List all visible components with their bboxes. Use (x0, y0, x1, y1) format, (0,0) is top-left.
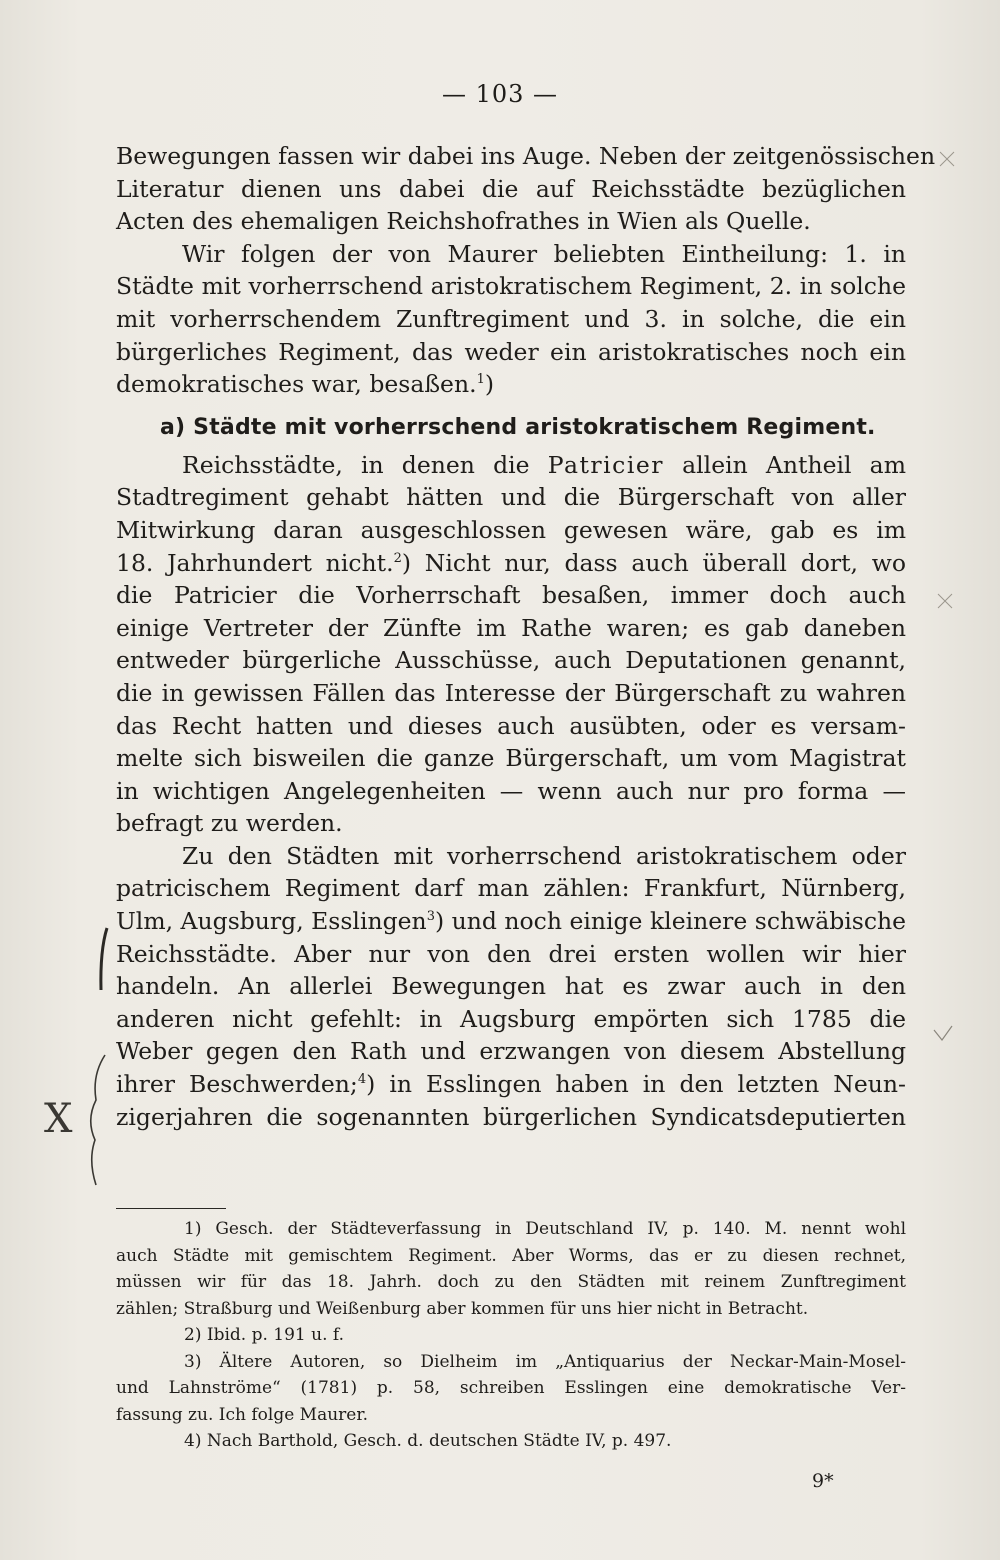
text-segment: Reichsstädte, in denen die (182, 450, 530, 479)
footnote-line: auch Städte mit gemischtem Regiment. Aber Worms, das er zu diesen rechnet, (116, 1245, 906, 1266)
footnote-line: zählen; Straßburg und Weißenburg aber kommen für uns hier nicht in Betracht. (116, 1298, 809, 1319)
text-segment: in Esslingen haben in den letzten Neun- (375, 1070, 906, 1099)
section-heading: a) Städte mit vorherrschend aristokratischem Regiment. (160, 414, 876, 440)
footnote-line: fassung zu. Ich folge Maurer. (116, 1404, 369, 1425)
text-line: Reichsstädte. Aber nur von den drei ersten wollen wir hier (116, 939, 906, 968)
footnote-ref-close: ) (401, 548, 412, 577)
margin-bracket-stroke (91, 1055, 105, 1185)
footnote-text: Nach Barthold, Gesch. d. deutschen Städte IV, p. 497. (206, 1431, 672, 1451)
footnote-line: müssen wir für das 18. Jahrh. doch zu den Städten mit reinem Zunftregiment (116, 1272, 906, 1292)
text-segment: und noch einige kleinere schwäbische (444, 907, 907, 936)
footnote-text: Gesch. der Städteverfassung in Deutschland IV, p. 140. M. nennt wohl (215, 1219, 907, 1239)
text-line: melte sich bisweilen die ganze Bürgerschaft, um vom Magistrat (116, 744, 906, 773)
text-line: Mitwirkung daran ausgeschlossen gewesen wäre, gab es im (116, 515, 906, 544)
text-segment: demokratisches war, besaßen. (116, 370, 477, 399)
text-line: in wichtigen Angelegenheiten — wenn auch nur pro forma — (116, 776, 906, 805)
footnote-text: Ältere Autoren, so Dielheim im „Antiquarius der Neckar-Main-Mosel- (219, 1351, 907, 1372)
text-line: Städte mit vorherrschend aristokratischem Regiment, 2. in solche (116, 272, 906, 301)
footnote-ref-number: 1 (476, 372, 485, 388)
text-line: das Recht hatten und dieses auch ausübten, oder es versam- (116, 711, 906, 740)
pencil-tick-mark (940, 152, 954, 166)
footnote-ref-number: 2 (393, 550, 402, 566)
text-segment: Nicht nur, dass auch überall dort, wo (411, 548, 906, 577)
text-line: Stadtregiment gehabt hätten und die Bürgerschaft von aller (116, 483, 906, 512)
text-line: die Patricier die Vorherrschaft besaßen, immer doch auch (116, 581, 906, 610)
text-line: patricischem Regiment darf man zählen: Frankfurt, Nürnberg, (116, 874, 906, 903)
footnote-line: und Lahnströme“ (1781) p. 58, schreiben Esslingen eine demokratische Ver- (116, 1378, 906, 1398)
text-line: zigerjahren die sogenannten bürgerlichen Syndicatsdeputierten (116, 1102, 906, 1131)
text-line: befragt zu werden. (116, 809, 343, 838)
text-line: handeln. An allerlei Bewegungen hat es zwar auch in den (116, 972, 906, 1001)
text-segment: allein Antheil am (682, 450, 906, 479)
text-line: Acten des ehemaligen Reichshofrathes in Wien als Quelle. (116, 207, 811, 236)
footnote-ref-close: ) (366, 1070, 376, 1099)
text-segment: 18. Jahrhundert nicht. (116, 548, 394, 577)
spaced-word: Patricier (547, 450, 664, 479)
text-line: einige Vertreter der Zünfte im Rathe waren; es gab daneben (116, 613, 906, 642)
text-segment: Ulm, Augsburg, Esslingen (116, 907, 427, 936)
footnote-ref-number: 4 (357, 1072, 367, 1088)
pencil-tick-mark (938, 594, 952, 608)
text-line: mit vorherrschendem Zunftregiment und 3. in solche, die ein (116, 304, 906, 333)
text-line: Zu den Städten mit vorherrschend aristokratischem oder (182, 841, 906, 870)
footnote-mark: 3) (184, 1351, 202, 1372)
signature-mark: 9* (812, 1470, 834, 1492)
text-line: Wir folgen der von Maurer beliebten Eintheilung: 1. in (182, 239, 906, 268)
page-number: — 103 — (441, 80, 559, 108)
text-segment: ihrer Beschwerden; (116, 1070, 358, 1099)
text-line: Bewegungen fassen wir dabei ins Auge. Neben der zeitgenössischen (116, 142, 936, 170)
text-line: die in gewissen Fällen das Interesse der Bürgerschaft zu wahren (116, 678, 906, 707)
text-line: bürgerliches Regiment, das weder ein aristokratisches noch ein (116, 337, 906, 366)
footnote-ref-close: ) (484, 370, 495, 399)
text-line: anderen nicht gefehlt: in Augsburg empörten sich 1785 die (116, 1004, 906, 1033)
footnote-mark: 4) (184, 1431, 202, 1451)
margin-bracket-stroke (101, 928, 107, 990)
footnote-text: Ibid. p. 191 u. f. (206, 1325, 344, 1345)
text-line: Literatur dienen uns dabei die auf Reichsstädte bezüglichen (116, 174, 906, 203)
margin-annotation: X (44, 1096, 73, 1142)
footnote-mark: 1) (184, 1219, 202, 1239)
footnote-ref-close: ) (434, 907, 445, 936)
pencil-tick-mark (934, 1026, 952, 1040)
footnote-ref-number: 3 (426, 909, 435, 925)
text-line: entweder bürgerliche Ausschüsse, auch Deputationen genannt, (116, 646, 906, 675)
footnote-mark: 2) (184, 1325, 202, 1345)
text-line: Weber gegen den Rath und erzwangen von diesem Abstellung (116, 1037, 906, 1066)
